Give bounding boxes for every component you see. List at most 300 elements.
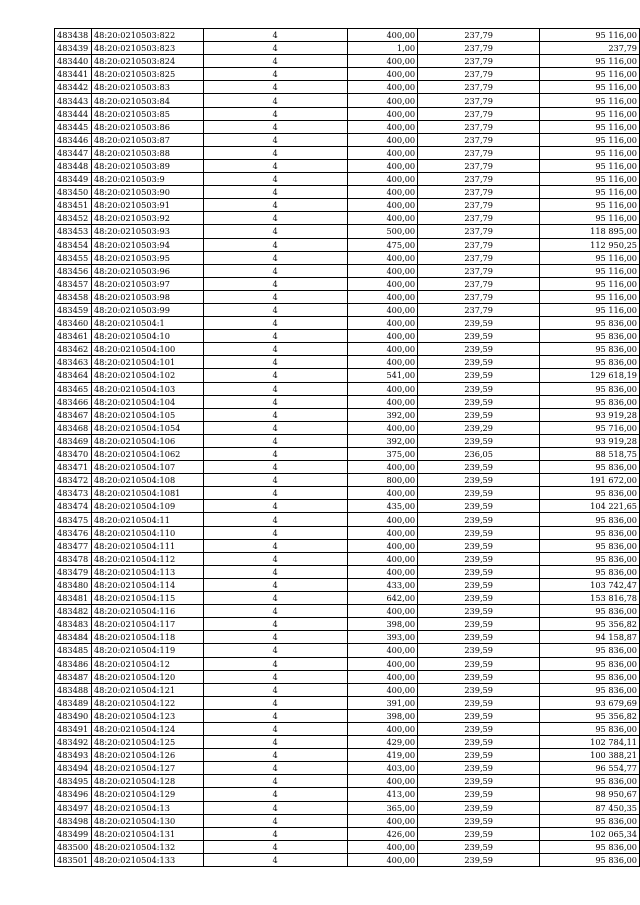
row-number-cell: 483465 <box>55 382 92 395</box>
area-cell: 435,00 <box>347 500 418 513</box>
table-row <box>55 120 640 133</box>
area-cell: 400,00 <box>347 68 418 81</box>
category-code-cell: 4 <box>203 461 347 474</box>
cadastral-number-cell: 48:20:0210503:84 <box>91 94 203 107</box>
rate-cell: 239,29 <box>418 421 540 434</box>
table-row <box>55 513 640 526</box>
category-code-cell: 4 <box>203 500 347 513</box>
cadastral-number-cell: 48:20:0210504:130 <box>91 814 203 827</box>
value-cell: 129 618,19 <box>540 369 640 382</box>
value-cell: 118 895,00 <box>540 225 640 238</box>
rate-cell: 239,59 <box>418 618 540 631</box>
rate-cell: 237,79 <box>418 81 540 94</box>
row-number-cell: 483445 <box>55 120 92 133</box>
value-cell: 95 356,82 <box>540 709 640 722</box>
value-cell: 95 836,00 <box>540 513 640 526</box>
rate-cell: 239,59 <box>418 827 540 840</box>
row-number-cell: 483486 <box>55 657 92 670</box>
category-code-cell: 4 <box>203 81 347 94</box>
row-number-cell: 483440 <box>55 55 92 68</box>
area-cell: 400,00 <box>347 133 418 146</box>
rate-cell: 237,79 <box>418 146 540 159</box>
value-cell: 95 836,00 <box>540 487 640 500</box>
value-cell: 95 836,00 <box>540 552 640 565</box>
area-cell: 400,00 <box>347 814 418 827</box>
area-cell: 400,00 <box>347 605 418 618</box>
table-row <box>55 42 640 55</box>
rate-cell: 239,59 <box>418 474 540 487</box>
rate-cell: 239,59 <box>418 840 540 853</box>
cadastral-number-cell: 48:20:0210503:86 <box>91 120 203 133</box>
value-cell: 95 116,00 <box>540 94 640 107</box>
category-code-cell: 4 <box>203 644 347 657</box>
value-cell: 103 742,47 <box>540 578 640 591</box>
rate-cell: 237,79 <box>418 251 540 264</box>
row-number-cell: 483463 <box>55 356 92 369</box>
value-cell: 95 116,00 <box>540 199 640 212</box>
area-cell: 500,00 <box>347 225 418 238</box>
row-number-cell: 483458 <box>55 290 92 303</box>
table-row <box>55 578 640 591</box>
cadastral-number-cell: 48:20:0210504:127 <box>91 762 203 775</box>
rate-cell: 237,79 <box>418 29 540 42</box>
category-code-cell: 4 <box>203 801 347 814</box>
row-number-cell: 483438 <box>55 29 92 42</box>
rate-cell: 239,59 <box>418 578 540 591</box>
area-cell: 391,00 <box>347 696 418 709</box>
area-cell: 400,00 <box>347 120 418 133</box>
cadastral-number-cell: 48:20:0210503:92 <box>91 212 203 225</box>
row-number-cell: 483493 <box>55 749 92 762</box>
table-row <box>55 631 640 644</box>
category-code-cell: 4 <box>203 631 347 644</box>
table-row <box>55 565 640 578</box>
row-number-cell: 483477 <box>55 539 92 552</box>
category-code-cell: 4 <box>203 68 347 81</box>
value-cell: 95 116,00 <box>540 277 640 290</box>
cadastral-number-cell: 48:20:0210503:95 <box>91 251 203 264</box>
row-number-cell: 483439 <box>55 42 92 55</box>
cadastral-number-cell: 48:20:0210504:101 <box>91 356 203 369</box>
category-code-cell: 4 <box>203 840 347 853</box>
cadastral-number-cell: 48:20:0210503:825 <box>91 68 203 81</box>
area-cell: 400,00 <box>347 552 418 565</box>
row-number-cell: 483464 <box>55 369 92 382</box>
value-cell: 191 672,00 <box>540 474 640 487</box>
value-cell: 95 836,00 <box>540 356 640 369</box>
table-row <box>55 68 640 81</box>
row-number-cell: 483478 <box>55 552 92 565</box>
table-row <box>55 317 640 330</box>
row-number-cell: 483497 <box>55 801 92 814</box>
rate-cell: 239,59 <box>418 775 540 788</box>
value-cell: 95 836,00 <box>540 853 640 866</box>
category-code-cell: 4 <box>203 186 347 199</box>
category-code-cell: 4 <box>203 42 347 55</box>
value-cell: 93 919,28 <box>540 408 640 421</box>
row-number-cell: 483470 <box>55 448 92 461</box>
cadastral-number-cell: 48:20:0210504:1081 <box>91 487 203 500</box>
table-row <box>55 788 640 801</box>
value-cell: 95 836,00 <box>540 644 640 657</box>
value-cell: 95 116,00 <box>540 29 640 42</box>
cadastral-number-cell: 48:20:0210503:90 <box>91 186 203 199</box>
value-cell: 95 836,00 <box>540 565 640 578</box>
cadastral-number-cell: 48:20:0210504:106 <box>91 434 203 447</box>
cadastral-number-cell: 48:20:0210504:118 <box>91 631 203 644</box>
table-row <box>55 487 640 500</box>
category-code-cell: 4 <box>203 539 347 552</box>
value-cell: 102 065,34 <box>540 827 640 840</box>
row-number-cell: 483446 <box>55 133 92 146</box>
rate-cell: 237,79 <box>418 173 540 186</box>
cadastral-number-cell: 48:20:0210504:125 <box>91 736 203 749</box>
row-number-cell: 483444 <box>55 107 92 120</box>
cadastral-number-cell: 48:20:0210504:109 <box>91 500 203 513</box>
row-number-cell: 483490 <box>55 709 92 722</box>
value-cell: 153 816,78 <box>540 592 640 605</box>
rate-cell: 237,79 <box>418 186 540 199</box>
rate-cell: 239,59 <box>418 408 540 421</box>
rate-cell: 237,79 <box>418 225 540 238</box>
cadastral-number-cell: 48:20:0210504:13 <box>91 801 203 814</box>
row-number-cell: 483476 <box>55 526 92 539</box>
area-cell: 400,00 <box>347 487 418 500</box>
rate-cell: 239,59 <box>418 696 540 709</box>
category-code-cell: 4 <box>203 133 347 146</box>
category-code-cell: 4 <box>203 343 347 356</box>
category-code-cell: 4 <box>203 749 347 762</box>
category-code-cell: 4 <box>203 709 347 722</box>
value-cell: 95 836,00 <box>540 775 640 788</box>
table-row <box>55 238 640 251</box>
area-cell: 400,00 <box>347 382 418 395</box>
category-code-cell: 4 <box>203 395 347 408</box>
row-number-cell: 483467 <box>55 408 92 421</box>
table-row <box>55 290 640 303</box>
area-cell: 392,00 <box>347 408 418 421</box>
value-cell: 87 450,35 <box>540 801 640 814</box>
rate-cell: 239,59 <box>418 552 540 565</box>
row-number-cell: 483474 <box>55 500 92 513</box>
table-row <box>55 644 640 657</box>
category-code-cell: 4 <box>203 303 347 316</box>
table-row <box>55 775 640 788</box>
cadastral-number-cell: 48:20:0210504:122 <box>91 696 203 709</box>
area-cell: 403,00 <box>347 762 418 775</box>
table-row <box>55 736 640 749</box>
category-code-cell: 4 <box>203 120 347 133</box>
rate-cell: 239,59 <box>418 526 540 539</box>
table-row <box>55 434 640 447</box>
category-code-cell: 4 <box>203 448 347 461</box>
table-row <box>55 670 640 683</box>
area-cell: 398,00 <box>347 618 418 631</box>
row-number-cell: 483479 <box>55 565 92 578</box>
value-cell: 95 116,00 <box>540 264 640 277</box>
row-number-cell: 483485 <box>55 644 92 657</box>
rate-cell: 237,79 <box>418 159 540 172</box>
area-cell: 400,00 <box>347 775 418 788</box>
area-cell: 1,00 <box>347 42 418 55</box>
category-code-cell: 4 <box>203 317 347 330</box>
value-cell: 95 116,00 <box>540 68 640 81</box>
data-table <box>54 28 640 867</box>
row-number-cell: 483471 <box>55 461 92 474</box>
cadastral-number-cell: 48:20:0210504:12 <box>91 657 203 670</box>
area-cell: 400,00 <box>347 722 418 735</box>
row-number-cell: 483443 <box>55 94 92 107</box>
row-number-cell: 483480 <box>55 578 92 591</box>
category-code-cell: 4 <box>203 146 347 159</box>
row-number-cell: 483495 <box>55 775 92 788</box>
table-row <box>55 526 640 539</box>
area-cell: 400,00 <box>347 395 418 408</box>
rate-cell: 237,79 <box>418 264 540 277</box>
table-row <box>55 199 640 212</box>
category-code-cell: 4 <box>203 487 347 500</box>
rate-cell: 239,59 <box>418 487 540 500</box>
rate-cell: 237,79 <box>418 42 540 55</box>
rate-cell: 239,59 <box>418 343 540 356</box>
value-cell: 95 836,00 <box>540 330 640 343</box>
rate-cell: 237,79 <box>418 55 540 68</box>
row-number-cell: 483487 <box>55 670 92 683</box>
area-cell: 642,00 <box>347 592 418 605</box>
cadastral-number-cell: 48:20:0210503:85 <box>91 107 203 120</box>
category-code-cell: 4 <box>203 618 347 631</box>
row-number-cell: 483457 <box>55 277 92 290</box>
cadastral-number-cell: 48:20:0210504:131 <box>91 827 203 840</box>
rate-cell: 237,79 <box>418 133 540 146</box>
area-cell: 400,00 <box>347 159 418 172</box>
table-row <box>55 474 640 487</box>
table-row <box>55 696 640 709</box>
table-row <box>55 159 640 172</box>
row-number-cell: 483466 <box>55 395 92 408</box>
cadastral-number-cell: 48:20:0210504:107 <box>91 461 203 474</box>
category-code-cell: 4 <box>203 107 347 120</box>
value-cell: 98 950,67 <box>540 788 640 801</box>
area-cell: 541,00 <box>347 369 418 382</box>
value-cell: 102 784,11 <box>540 736 640 749</box>
rate-cell: 239,59 <box>418 801 540 814</box>
table-row <box>55 146 640 159</box>
rate-cell: 239,59 <box>418 814 540 827</box>
area-cell: 400,00 <box>347 356 418 369</box>
cadastral-number-cell: 48:20:0210504:104 <box>91 395 203 408</box>
category-code-cell: 4 <box>203 264 347 277</box>
category-code-cell: 4 <box>203 853 347 866</box>
value-cell: 95 836,00 <box>540 657 640 670</box>
area-cell: 375,00 <box>347 448 418 461</box>
table-row <box>55 605 640 618</box>
table-row <box>55 709 640 722</box>
value-cell: 95 116,00 <box>540 81 640 94</box>
category-code-cell: 4 <box>203 722 347 735</box>
rate-cell: 239,59 <box>418 330 540 343</box>
area-cell: 400,00 <box>347 343 418 356</box>
area-cell: 400,00 <box>347 330 418 343</box>
category-code-cell: 4 <box>203 696 347 709</box>
table-row <box>55 107 640 120</box>
rate-cell: 239,59 <box>418 736 540 749</box>
category-code-cell: 4 <box>203 827 347 840</box>
category-code-cell: 4 <box>203 238 347 251</box>
table-row <box>55 552 640 565</box>
row-number-cell: 483492 <box>55 736 92 749</box>
table-row <box>55 827 640 840</box>
value-cell: 95 116,00 <box>540 290 640 303</box>
area-cell: 393,00 <box>347 631 418 644</box>
table-row <box>55 55 640 68</box>
cadastral-number-cell: 48:20:0210504:108 <box>91 474 203 487</box>
area-cell: 400,00 <box>347 539 418 552</box>
rate-cell: 239,59 <box>418 317 540 330</box>
category-code-cell: 4 <box>203 173 347 186</box>
table-row <box>55 722 640 735</box>
rate-cell: 239,59 <box>418 853 540 866</box>
row-number-cell: 483455 <box>55 251 92 264</box>
cadastral-number-cell: 48:20:0210504:128 <box>91 775 203 788</box>
cadastral-number-cell: 48:20:0210504:113 <box>91 565 203 578</box>
table-row <box>55 264 640 277</box>
row-number-cell: 483491 <box>55 722 92 735</box>
category-code-cell: 4 <box>203 251 347 264</box>
cadastral-number-cell: 48:20:0210503:83 <box>91 81 203 94</box>
row-number-cell: 483481 <box>55 592 92 605</box>
rate-cell: 239,59 <box>418 749 540 762</box>
category-code-cell: 4 <box>203 159 347 172</box>
value-cell: 95 116,00 <box>540 251 640 264</box>
row-number-cell: 483442 <box>55 81 92 94</box>
value-cell: 237,79 <box>540 42 640 55</box>
table-row <box>55 408 640 421</box>
value-cell: 94 158,87 <box>540 631 640 644</box>
table-row <box>55 303 640 316</box>
rate-cell: 237,79 <box>418 120 540 133</box>
row-number-cell: 483496 <box>55 788 92 801</box>
value-cell: 95 116,00 <box>540 212 640 225</box>
area-cell: 400,00 <box>347 317 418 330</box>
category-code-cell: 4 <box>203 736 347 749</box>
cadastral-number-cell: 48:20:0210504:121 <box>91 683 203 696</box>
table-row <box>55 382 640 395</box>
row-number-cell: 483469 <box>55 434 92 447</box>
rate-cell: 239,59 <box>418 657 540 670</box>
value-cell: 95 836,00 <box>540 317 640 330</box>
cadastral-number-cell: 48:20:0210503:91 <box>91 199 203 212</box>
table-row <box>55 343 640 356</box>
category-code-cell: 4 <box>203 434 347 447</box>
rate-cell: 237,79 <box>418 212 540 225</box>
value-cell: 95 836,00 <box>540 840 640 853</box>
row-number-cell: 483454 <box>55 238 92 251</box>
rate-cell: 237,79 <box>418 303 540 316</box>
area-cell: 800,00 <box>347 474 418 487</box>
category-code-cell: 4 <box>203 788 347 801</box>
area-cell: 400,00 <box>347 840 418 853</box>
rate-cell: 239,59 <box>418 395 540 408</box>
value-cell: 93 919,28 <box>540 434 640 447</box>
rate-cell: 237,79 <box>418 238 540 251</box>
category-code-cell: 4 <box>203 421 347 434</box>
value-cell: 95 116,00 <box>540 55 640 68</box>
value-cell: 95 116,00 <box>540 107 640 120</box>
table-row <box>55 133 640 146</box>
cadastral-number-cell: 48:20:0210504:124 <box>91 722 203 735</box>
area-cell: 400,00 <box>347 29 418 42</box>
area-cell: 400,00 <box>347 461 418 474</box>
row-number-cell: 483449 <box>55 173 92 186</box>
table-row <box>55 81 640 94</box>
table-row <box>55 853 640 866</box>
category-code-cell: 4 <box>203 382 347 395</box>
area-cell: 398,00 <box>347 709 418 722</box>
rate-cell: 237,79 <box>418 199 540 212</box>
cadastral-number-cell: 48:20:0210503:98 <box>91 290 203 303</box>
area-cell: 392,00 <box>347 434 418 447</box>
value-cell: 95 836,00 <box>540 670 640 683</box>
value-cell: 95 116,00 <box>540 173 640 186</box>
table-row <box>55 461 640 474</box>
rate-cell: 236,05 <box>418 448 540 461</box>
area-cell: 400,00 <box>347 290 418 303</box>
area-cell: 400,00 <box>347 853 418 866</box>
row-number-cell: 483473 <box>55 487 92 500</box>
category-code-cell: 4 <box>203 683 347 696</box>
value-cell: 95 116,00 <box>540 133 640 146</box>
rate-cell: 237,79 <box>418 68 540 81</box>
category-code-cell: 4 <box>203 408 347 421</box>
cadastral-number-cell: 48:20:0210504:129 <box>91 788 203 801</box>
cadastral-number-cell: 48:20:0210504:119 <box>91 644 203 657</box>
cadastral-number-cell: 48:20:0210503:9 <box>91 173 203 186</box>
row-number-cell: 483450 <box>55 186 92 199</box>
area-cell: 400,00 <box>347 107 418 120</box>
rate-cell: 239,59 <box>418 670 540 683</box>
value-cell: 88 518,75 <box>540 448 640 461</box>
row-number-cell: 483456 <box>55 264 92 277</box>
row-number-cell: 483441 <box>55 68 92 81</box>
area-cell: 400,00 <box>347 212 418 225</box>
value-cell: 93 679,69 <box>540 696 640 709</box>
value-cell: 95 836,00 <box>540 605 640 618</box>
rate-cell: 239,59 <box>418 605 540 618</box>
category-code-cell: 4 <box>203 762 347 775</box>
value-cell: 95 836,00 <box>540 814 640 827</box>
category-code-cell: 4 <box>203 55 347 68</box>
row-number-cell: 483498 <box>55 814 92 827</box>
row-number-cell: 483460 <box>55 317 92 330</box>
value-cell: 95 836,00 <box>540 539 640 552</box>
row-number-cell: 483459 <box>55 303 92 316</box>
area-cell: 475,00 <box>347 238 418 251</box>
area-cell: 400,00 <box>347 683 418 696</box>
area-cell: 400,00 <box>347 303 418 316</box>
area-cell: 413,00 <box>347 788 418 801</box>
rate-cell: 237,79 <box>418 107 540 120</box>
area-cell: 400,00 <box>347 251 418 264</box>
row-number-cell: 483484 <box>55 631 92 644</box>
rate-cell: 239,59 <box>418 644 540 657</box>
category-code-cell: 4 <box>203 225 347 238</box>
table-row <box>55 840 640 853</box>
cadastral-number-cell: 48:20:0210503:89 <box>91 159 203 172</box>
area-cell: 400,00 <box>347 277 418 290</box>
area-cell: 400,00 <box>347 644 418 657</box>
area-cell: 400,00 <box>347 199 418 212</box>
